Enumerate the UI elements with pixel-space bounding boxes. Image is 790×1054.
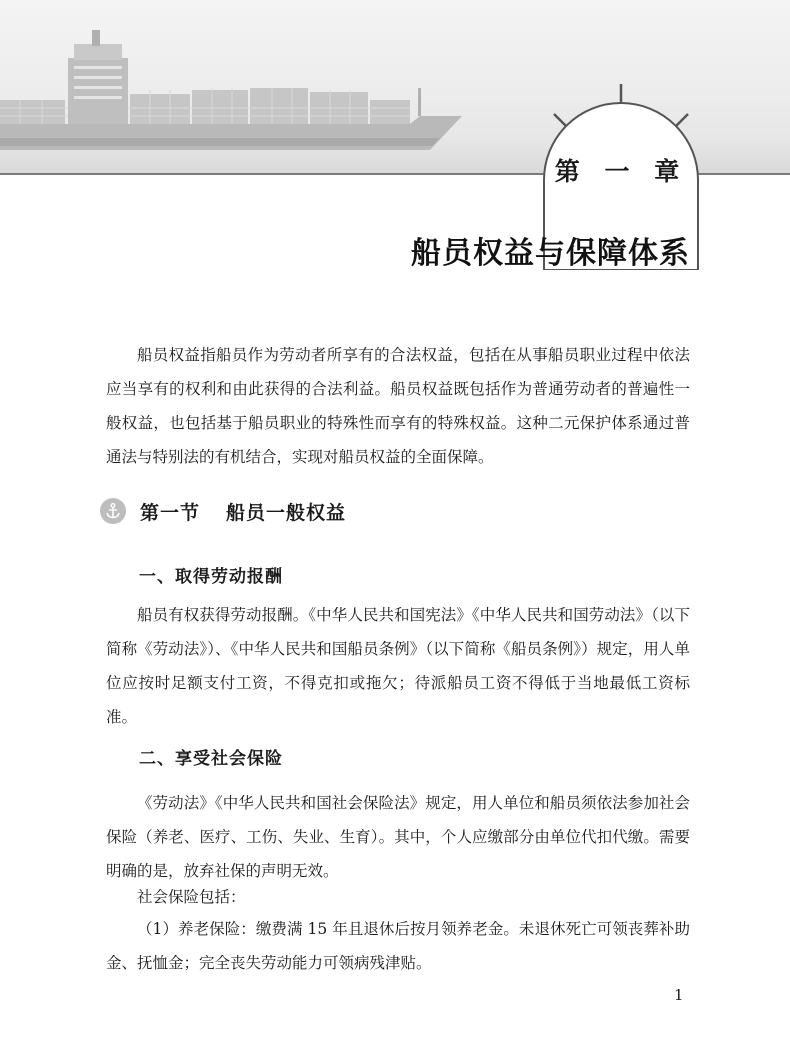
body-paragraph: 船员有权获得劳动报酬。《中华人民共和国宪法》《中华人民共和国劳动法》（以下简称《劳动法》）、《中华人民共和国船员条例》（以下简称《船员条例》）规定，用人单位应按时足额支付工资，不得克扣或拖欠；待派船员工资不得低于当地最低工资标准。	[106, 606, 690, 726]
section-name: 船员一般权益	[226, 501, 347, 524]
section-heading	[100, 494, 346, 528]
intro-paragraph: 船员权益指船员作为劳动者所享有的合法权益，包括在从事船员职业过程中依法应当享有的权利和由此获得的合法利益。船员权益既包括作为普通劳动者的普遍性一般权益，也包括基于船员职业的特殊性而享有的特殊权益。这种二元保护体系通过普通法与特别法的有机结合，实现对船员权益的全面保障。	[106, 346, 690, 466]
anchor-icon	[100, 498, 126, 524]
body-paragraph: 《劳动法》《中华人民共和国社会保险法》规定，用人单位和船员须依法参加社会保险（养老、医疗、工伤、失业、生育）。其中，个人应缴部分由单位代扣代缴。需要明确的是，放弃社保的声明无效。	[106, 794, 690, 880]
subsection-heading: 二、享受社会保险	[139, 749, 283, 769]
body-paragraph: （1）养老保险：缴费满 15 年且退休后按月领养老金。未退休死亡可领丧葬补助金、抚恤金；完全丧失劳动能力可领病残津贴。	[106, 920, 690, 972]
subsection-heading: 一、取得劳动报酬	[139, 567, 283, 587]
body-paragraph: 社会保险包括：	[137, 888, 246, 906]
section-number: 第一节	[140, 501, 201, 524]
page-number: 1	[674, 986, 684, 1004]
chapter-title: 船员权益与保障体系	[411, 236, 690, 271]
section-title	[140, 498, 346, 525]
chapter-label: 第 一 章	[554, 157, 688, 186]
